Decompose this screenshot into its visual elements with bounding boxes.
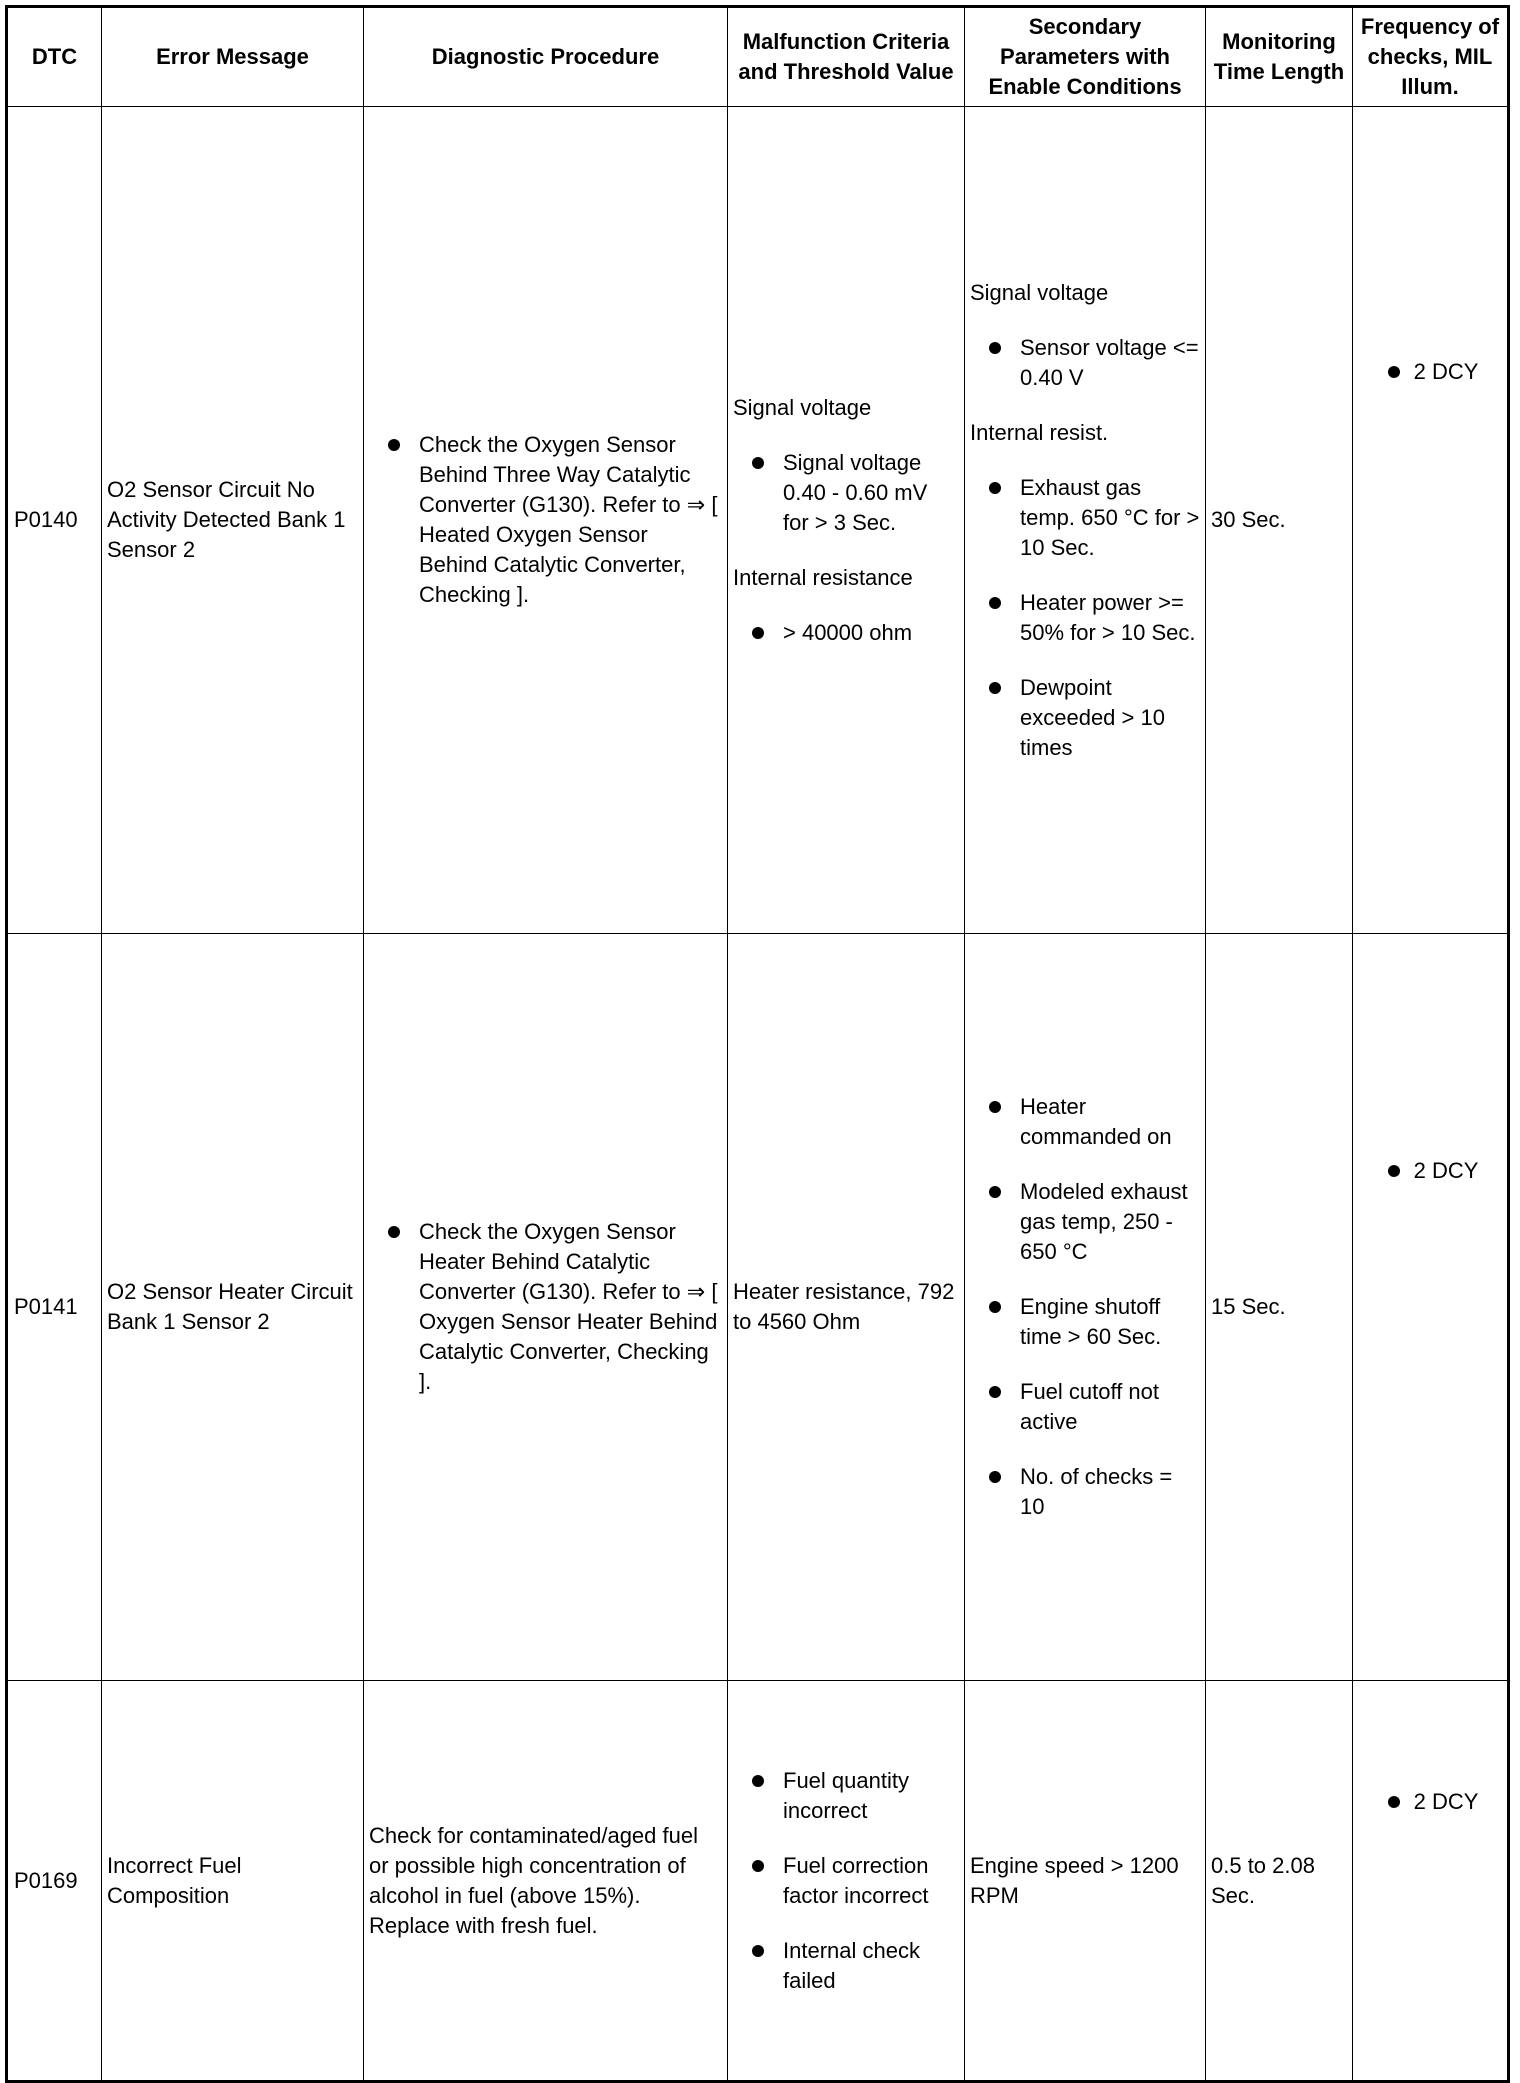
malfunction-criteria: Heater resistance, 792 to 4560 Ohm (728, 934, 965, 1681)
bullet-icon (1388, 1165, 1400, 1177)
secondary-label: Internal resist. (970, 419, 1109, 445)
error-message: O2 Sensor Heater Circuit Bank 1 Sensor 2 (102, 934, 364, 1681)
bullet-icon (752, 627, 764, 639)
table-row (7, 107, 1509, 934)
table-row (7, 1681, 1509, 2082)
monitoring-time: 30 Sec. (1206, 107, 1353, 934)
frequency: 2 DCY (1353, 934, 1509, 1681)
list-item: Fuel quantity incorrect (733, 1766, 959, 1826)
bullet-icon (752, 1945, 764, 1957)
header-dtc: DTC (7, 7, 102, 107)
bullet-icon (752, 1775, 764, 1787)
bullet-icon (989, 682, 1001, 694)
bullet-icon (989, 1186, 1001, 1198)
bullet-icon (989, 1101, 1001, 1113)
bullet-icon (388, 439, 400, 451)
header-secondary-parameters: Secondary Parameters with Enable Conditions (965, 7, 1206, 107)
list-item: > 40000 ohm (733, 618, 959, 648)
secondary-parameters: Engine speed > 1200 RPM (965, 1681, 1206, 2082)
dtc-code: P0169 (7, 1681, 102, 2082)
error-message: O2 Sensor Circuit No Activity Detected Bank 1 Sensor 2 (102, 107, 364, 934)
list-item: Sensor voltage <= 0.40 V (970, 333, 1200, 393)
list-item: Exhaust gas temp. 650 °C for > 10 Sec. (970, 473, 1200, 563)
bullet-icon (1388, 1796, 1400, 1808)
table-row (7, 934, 1509, 1681)
monitoring-time: 15 Sec. (1206, 934, 1353, 1681)
list-item: Signal voltage 0.40 - 0.60 mV for > 3 Sec. (733, 448, 959, 538)
header-monitoring-time: Monitoring Time Length (1206, 7, 1353, 107)
error-message: Incorrect Fuel Composition (102, 1681, 364, 2082)
bullet-icon (1388, 366, 1400, 378)
dtc-code: P0140 (7, 107, 102, 934)
list-item: Fuel cutoff not active (970, 1377, 1200, 1437)
secondary-parameters (965, 934, 1206, 1681)
bullet-icon (989, 482, 1001, 494)
list-item: Dewpoint exceeded > 10 times (970, 673, 1200, 763)
bullet-icon (989, 1301, 1001, 1313)
frequency: 2 DCY (1353, 1681, 1509, 2082)
criteria-label: Signal voltage (733, 394, 872, 420)
list-item: Fuel correction factor incorrect (733, 1851, 959, 1911)
frequency: 2 DCY (1353, 107, 1509, 934)
header-frequency: Frequency of checks, MIL Illum. (1353, 7, 1509, 107)
diagnostic-procedure (364, 934, 728, 1681)
list-item: Heater power >= 50% for > 10 Sec. (970, 588, 1200, 648)
bullet-icon (989, 597, 1001, 609)
bullet-icon (752, 457, 764, 469)
dtc-table (5, 5, 1510, 2083)
criteria-label: Internal resistance (733, 564, 913, 590)
list-item: Check the Oxygen Sensor Heater Behind Catalytic Converter (G130). Refer to ⇒ [ Oxygen Sensor Heater Behind Catalytic Converter, Checking ]. (369, 1217, 722, 1397)
dtc-code: P0141 (7, 934, 102, 1681)
bullet-icon (989, 1386, 1001, 1398)
diagnostic-procedure: Check for contaminated/aged fuel or possible high concentration of alcohol in fuel (above 15%). Replace with fresh fuel. (364, 1681, 728, 2082)
malfunction-criteria (728, 107, 965, 934)
header-error-message: Error Message (102, 7, 364, 107)
list-item: Internal check failed (733, 1936, 959, 1996)
list-item: Check the Oxygen Sensor Behind Three Way Catalytic Converter (G130). Refer to ⇒ [ Heated Oxygen Sensor Behind Catalytic Converter, Checking ]. (369, 430, 722, 610)
bullet-icon (388, 1226, 400, 1238)
secondary-parameters (965, 107, 1206, 934)
header-row (7, 7, 1509, 107)
list-item: Modeled exhaust gas temp, 250 - 650 °C (970, 1177, 1200, 1267)
list-item: Heater commanded on (970, 1092, 1200, 1152)
diagnostic-procedure (364, 107, 728, 934)
secondary-label: Signal voltage (970, 279, 1109, 305)
bullet-icon (989, 1471, 1001, 1483)
malfunction-criteria (728, 1681, 965, 2082)
header-diagnostic-procedure: Diagnostic Procedure (364, 7, 728, 107)
bullet-icon (989, 342, 1001, 354)
list-item: Engine shutoff time > 60 Sec. (970, 1292, 1200, 1352)
bullet-icon (752, 1860, 764, 1872)
monitoring-time: 0.5 to 2.08 Sec. (1206, 1681, 1353, 2082)
list-item: No. of checks = 10 (970, 1462, 1200, 1522)
header-malfunction-criteria: Malfunction Criteria and Threshold Value (728, 7, 965, 107)
